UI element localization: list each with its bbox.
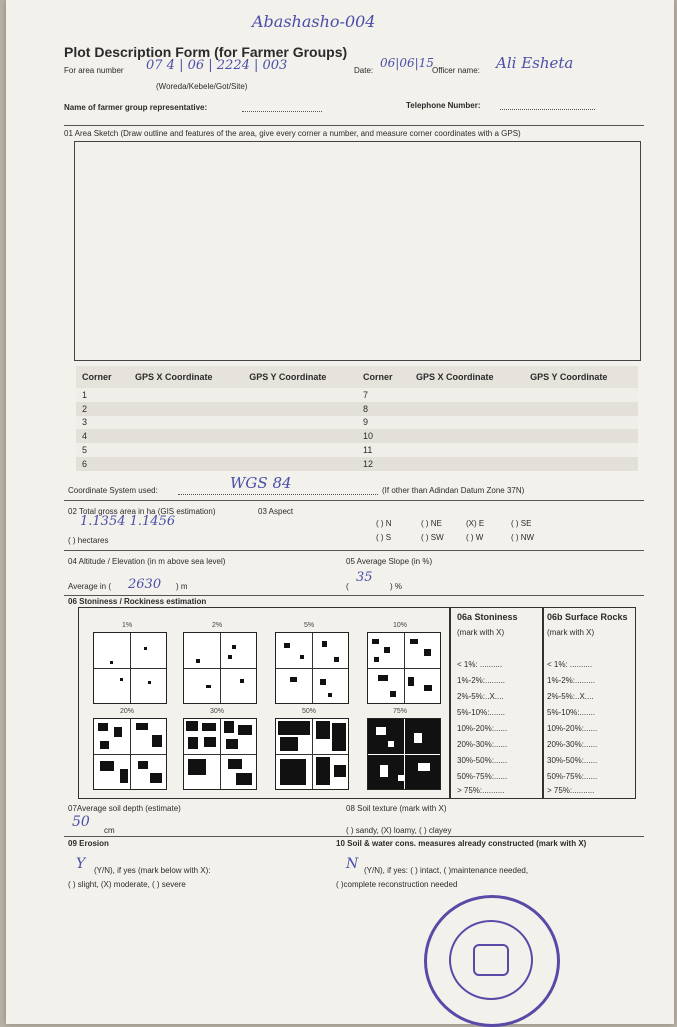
officer-value: Ali Esheta bbox=[496, 54, 574, 72]
pattern-label: 50% bbox=[301, 708, 316, 715]
coord-system-label: Coordinate System used: bbox=[68, 486, 158, 495]
surface-rocks-option[interactable]: 10%-20%:...... bbox=[547, 724, 598, 733]
gps-cell[interactable] bbox=[524, 416, 638, 430]
gps-cell[interactable] bbox=[410, 402, 524, 416]
corner-cell: 12 bbox=[357, 457, 410, 471]
officer-label: Officer name: bbox=[432, 66, 480, 75]
corner-cell: 4 bbox=[76, 429, 129, 443]
table-row bbox=[76, 429, 638, 443]
aspect-e[interactable]: (X) E bbox=[466, 519, 485, 528]
pattern-75pct-icon bbox=[367, 718, 441, 790]
pattern-5pct-icon bbox=[275, 632, 349, 704]
soil-depth-value: 50 bbox=[72, 814, 90, 830]
aspect-n[interactable]: ( ) N bbox=[376, 519, 392, 528]
gps-cell[interactable] bbox=[129, 457, 243, 471]
divider bbox=[64, 500, 644, 501]
surface-rocks-option[interactable]: 50%-75%:...... bbox=[547, 772, 598, 781]
hectares-unit: ( ) hectares bbox=[68, 536, 109, 545]
aspect-w[interactable]: ( ) W bbox=[466, 533, 484, 542]
pattern-label: 10% bbox=[392, 622, 407, 629]
gps-cell[interactable] bbox=[243, 429, 357, 443]
rep-field[interactable] bbox=[242, 111, 322, 112]
altitude-avg-label: Average in ( bbox=[68, 582, 111, 591]
section-09-label: 09 Erosion bbox=[68, 839, 109, 848]
stoniness-option[interactable]: > 75%:.......... bbox=[457, 786, 505, 795]
section-08-label: 08 Soil texture (mark with X) bbox=[346, 804, 447, 813]
gps-cell[interactable] bbox=[129, 388, 243, 402]
gps-cell[interactable] bbox=[524, 429, 638, 443]
surface-rocks-option[interactable]: 20%-30%:...... bbox=[547, 740, 598, 749]
gps-cell[interactable] bbox=[243, 416, 357, 430]
gross-area-value: 1.1354 1.1456 bbox=[80, 514, 176, 529]
surface-rocks-column bbox=[542, 607, 636, 799]
area-number-label: For area number bbox=[64, 66, 124, 75]
form-title: Plot Description Form (for Farmer Groups) bbox=[64, 44, 348, 60]
stoniness-option[interactable]: 5%-10%:....... bbox=[457, 708, 506, 717]
gps-cell[interactable] bbox=[410, 416, 524, 430]
pattern-30pct-icon bbox=[183, 718, 257, 790]
pattern-label: 2% bbox=[211, 622, 223, 629]
col-corner-2: Corner bbox=[357, 366, 410, 388]
gps-cell[interactable] bbox=[129, 429, 243, 443]
aspect-s[interactable]: ( ) S bbox=[376, 533, 392, 542]
gps-cell[interactable] bbox=[524, 388, 638, 402]
stoniness-option[interactable]: 30%-50%:...... bbox=[457, 756, 508, 765]
rep-label: Name of farmer group representative: bbox=[64, 103, 208, 112]
gps-cell[interactable] bbox=[129, 402, 243, 416]
stoniness-option[interactable]: 1%-2%:......... bbox=[457, 676, 506, 685]
corner-cell: 10 bbox=[357, 429, 410, 443]
gps-cell[interactable] bbox=[524, 402, 638, 416]
erosion-answer: Y bbox=[76, 856, 86, 872]
divider bbox=[64, 125, 644, 126]
corner-cell: 6 bbox=[76, 457, 129, 471]
stoniness-option[interactable]: 20%-30%:...... bbox=[457, 740, 508, 749]
corner-cell: 1 bbox=[76, 388, 129, 402]
stoniness-sub: (mark with X) bbox=[457, 628, 505, 637]
coord-system-suffix: (If other than Adindan Datum Zone 37N) bbox=[382, 486, 525, 495]
corner-cell: 11 bbox=[357, 443, 410, 457]
gps-cell[interactable] bbox=[524, 443, 638, 457]
col-gps-x-2: GPS X Coordinate bbox=[410, 366, 524, 388]
aspect-nw[interactable]: ( ) NW bbox=[511, 533, 535, 542]
soil-depth-unit: cm bbox=[104, 826, 115, 835]
aspect-se[interactable]: ( ) SE bbox=[511, 519, 532, 528]
table-row bbox=[76, 416, 638, 430]
official-stamp-icon bbox=[424, 895, 560, 1027]
stoniness-option[interactable]: < 1%: .......... bbox=[457, 660, 503, 669]
gps-cell[interactable] bbox=[243, 388, 357, 402]
stoniness-title: 06a Stoniness bbox=[457, 612, 518, 622]
col-gps-y-2: GPS Y Coordinate bbox=[524, 366, 638, 388]
surface-rocks-option[interactable]: > 75%:.......... bbox=[547, 786, 595, 795]
handwritten-plot-id: Abashasho-004 bbox=[252, 12, 376, 31]
section-02-label: 02 Total gross area in ha (GIS estimation) bbox=[68, 507, 216, 516]
phone-field[interactable] bbox=[500, 109, 595, 110]
swc-line2[interactable]: ( )complete reconstruction needed bbox=[336, 880, 458, 889]
gps-table bbox=[76, 366, 638, 471]
divider bbox=[64, 595, 644, 596]
surface-rocks-option[interactable]: 30%-50%:...... bbox=[547, 756, 598, 765]
altitude-unit: ) m bbox=[176, 582, 188, 591]
area-number-value: 07 4 | 06 | 2224 | 003 bbox=[146, 58, 288, 73]
stoniness-option[interactable]: 10%-20%:...... bbox=[457, 724, 508, 733]
stoniness-column bbox=[450, 607, 544, 799]
slope-unit: ) % bbox=[390, 582, 402, 591]
pattern-50pct-icon bbox=[275, 718, 349, 790]
stoniness-patterns bbox=[78, 607, 450, 799]
section-03-label: 03 Aspect bbox=[258, 507, 294, 516]
section-04-label: 04 Altitude / Elevation (in m above sea level) bbox=[68, 557, 226, 566]
swc-line1: (Y/N), if yes: ( ) intact, ( )maintenance needed, bbox=[364, 866, 529, 875]
corner-cell: 3 bbox=[76, 416, 129, 430]
pattern-10pct-icon bbox=[367, 632, 441, 704]
gps-cell[interactable] bbox=[243, 402, 357, 416]
pattern-1pct-icon bbox=[93, 632, 167, 704]
section-10-label: 10 Soil & water cons. measures already constructed (mark with X) bbox=[336, 839, 587, 848]
erosion-severity[interactable]: ( ) slight, (X) moderate, ( ) severe bbox=[68, 880, 186, 889]
slope-open: ( bbox=[346, 582, 349, 591]
gps-cell[interactable] bbox=[243, 457, 357, 471]
surface-rocks-option[interactable]: 2%-5%:..X.... bbox=[547, 692, 594, 701]
aspect-sw[interactable]: ( ) SW bbox=[421, 533, 444, 542]
gps-cell[interactable] bbox=[410, 443, 524, 457]
pattern-label: 30% bbox=[209, 708, 224, 715]
stoniness-option[interactable]: 50%-75%:...... bbox=[457, 772, 508, 781]
swc-answer: N bbox=[346, 856, 359, 872]
coord-system-field[interactable] bbox=[178, 494, 378, 495]
pattern-label: 1% bbox=[121, 622, 133, 629]
surface-rocks-option[interactable]: 1%-2%:......... bbox=[547, 676, 596, 685]
coord-system-value: WGS 84 bbox=[230, 474, 292, 492]
gps-cell[interactable] bbox=[410, 429, 524, 443]
col-corner: Corner bbox=[76, 366, 129, 388]
table-row bbox=[76, 443, 638, 457]
col-gps-x: GPS X Coordinate bbox=[129, 366, 243, 388]
section-06-label: 06 Stoniness / Rockiness estimation bbox=[68, 597, 207, 606]
gps-cell[interactable] bbox=[524, 457, 638, 471]
pattern-20pct-icon bbox=[93, 718, 167, 790]
corner-cell: 8 bbox=[357, 402, 410, 416]
slope-value: 35 bbox=[356, 570, 373, 585]
gps-cell[interactable] bbox=[129, 443, 243, 457]
divider bbox=[64, 836, 644, 837]
pattern-label: 5% bbox=[303, 622, 315, 629]
soil-texture-options[interactable]: ( ) sandy, (X) loamy, ( ) clayey bbox=[346, 826, 452, 835]
gps-cell[interactable] bbox=[410, 388, 524, 402]
date-value: 06|06|15 bbox=[380, 56, 434, 70]
section-05-label: 05 Average Slope (in %) bbox=[346, 557, 433, 566]
corner-cell: 2 bbox=[76, 402, 129, 416]
pattern-label: 20% bbox=[119, 708, 134, 715]
altitude-value: 2630 bbox=[128, 577, 162, 592]
date-label: Date: bbox=[354, 66, 374, 75]
gps-cell[interactable] bbox=[410, 457, 524, 471]
erosion-line1: (Y/N), if yes (mark below with X): bbox=[94, 866, 211, 875]
table-row bbox=[76, 457, 638, 471]
col-gps-y: GPS Y Coordinate bbox=[243, 366, 357, 388]
gps-cell[interactable] bbox=[129, 416, 243, 430]
form-paper bbox=[6, 0, 674, 1024]
aspect-ne[interactable]: ( ) NE bbox=[421, 519, 442, 528]
pattern-label: 75% bbox=[392, 708, 407, 715]
stoniness-option[interactable]: 2%-5%:..X.... bbox=[457, 692, 504, 701]
surface-rocks-sub: (mark with X) bbox=[547, 628, 595, 637]
surface-rocks-title: 06b Surface Rocks bbox=[547, 612, 628, 622]
table-row bbox=[76, 402, 638, 416]
divider bbox=[64, 550, 644, 551]
phone-label: Telephone Number: bbox=[406, 101, 481, 110]
surface-rocks-option[interactable]: < 1%: .......... bbox=[547, 660, 593, 669]
surface-rocks-option[interactable]: 5%-10%:....... bbox=[547, 708, 596, 717]
area-number-sub: (Woreda/Kebele/Got/Site) bbox=[156, 82, 248, 91]
corner-cell: 9 bbox=[357, 416, 410, 430]
pattern-2pct-icon bbox=[183, 632, 257, 704]
corner-cell: 7 bbox=[357, 388, 410, 402]
gps-cell[interactable] bbox=[243, 443, 357, 457]
section-01-label: 01 Area Sketch (Draw outline and features of the area, give every corner a number, and measure corner coordinates with a GPS) bbox=[64, 129, 521, 138]
section-07-label: 07Average soil depth (estimate) bbox=[68, 804, 181, 813]
corner-cell: 5 bbox=[76, 443, 129, 457]
table-row bbox=[76, 388, 638, 402]
area-sketch-box[interactable] bbox=[74, 141, 641, 361]
